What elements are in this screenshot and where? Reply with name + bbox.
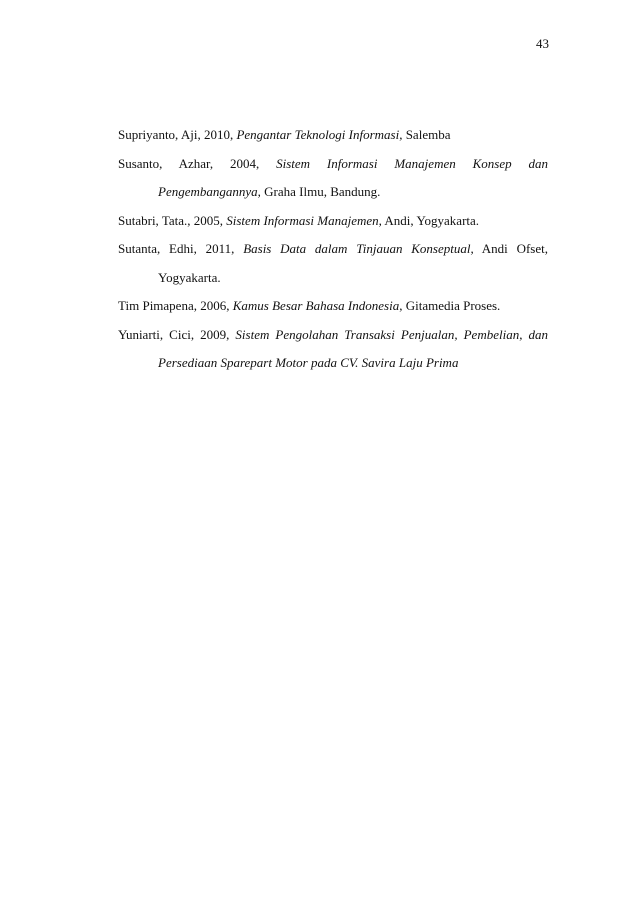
reference-entry xyxy=(118,150,548,207)
reference-title: Sistem Informasi Manajemen Konsep dan Pengembangannya, xyxy=(158,155,548,199)
reference-authors-year: Supriyanto, Aji, 2010, xyxy=(118,127,237,142)
reference-publisher: , Gitamedia Proses. xyxy=(399,298,501,313)
reference-authors-year: Sutabri, Tata., 2005, xyxy=(118,212,227,228)
reference-list xyxy=(118,121,548,378)
reference-title: Sistem Pengolahan Transaksi Penjualan, Pembelian, dan Persediaan Sparepart Motor pada CV. Savira Laju Prima xyxy=(158,326,548,370)
reference-entry xyxy=(118,235,548,292)
reference-title: Kamus Besar Bahasa Indonesia xyxy=(232,298,400,313)
reference-entry xyxy=(118,321,548,378)
reference-publisher: Graha Ilmu, Bandung. xyxy=(260,184,381,199)
reference-publisher: Salemba xyxy=(402,127,451,142)
reference-publisher: Andi Ofset, Yogyakarta. xyxy=(158,241,548,285)
reference-title: Sistem Informasi Manajemen, xyxy=(226,212,382,228)
reference-authors-year: Sutanta, Edhi, 2011, xyxy=(118,241,244,256)
reference-entry xyxy=(118,207,548,236)
reference-entry xyxy=(118,292,548,321)
reference-title: Pengantar Teknologi Informasi, xyxy=(236,127,403,142)
page-number: 43 xyxy=(536,36,549,51)
reference-publisher: Andi, Yogyakarta. xyxy=(381,212,480,228)
reference-title: Basis Data dalam Tinjauan Konseptual, xyxy=(243,241,474,256)
reference-authors-year: Yuniarti, Cici, 2009, xyxy=(118,326,236,342)
reference-entry xyxy=(118,121,548,150)
reference-authors-year: Tim Pimapena, 2006, xyxy=(118,298,233,313)
reference-authors-year: Susanto, Azhar, 2004, xyxy=(118,155,277,171)
